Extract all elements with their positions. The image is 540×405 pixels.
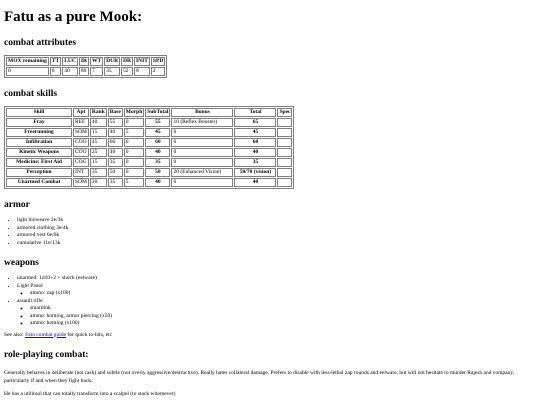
table-cell: 0 bbox=[124, 148, 145, 157]
see-also-line bbox=[4, 332, 536, 340]
list-item: ◦ ammo: zap (x100) bbox=[30, 290, 536, 298]
table-cell: 55 bbox=[108, 118, 123, 127]
table-cell: 10 (Reflex Booster) bbox=[171, 118, 233, 127]
header-cell: Skill bbox=[6, 108, 72, 117]
header-cell: Morph bbox=[125, 109, 143, 115]
header-cell: Total bbox=[234, 108, 276, 117]
table-cell: 15 bbox=[90, 128, 107, 137]
list-item bbox=[17, 283, 536, 298]
table-cell: INT bbox=[73, 168, 89, 177]
header-cell: INIT bbox=[136, 58, 148, 64]
table-cell: 45 bbox=[90, 138, 107, 147]
value-cell: 8 bbox=[50, 67, 61, 76]
table-cell: 60 bbox=[234, 138, 276, 147]
table-cell: 45 bbox=[145, 128, 170, 137]
table-cell: 0 bbox=[124, 158, 145, 167]
skills-header-row bbox=[6, 108, 292, 117]
weapon-label: Light Pistol bbox=[17, 282, 43, 289]
value-cell: 40 bbox=[62, 67, 78, 76]
header-cell: WT bbox=[91, 58, 102, 64]
table-row bbox=[6, 168, 292, 177]
weapon-label: unarmed: 1d10+2 + shock (eelware) bbox=[17, 275, 97, 281]
table-row bbox=[6, 178, 292, 187]
table-cell: 65 bbox=[234, 118, 276, 127]
table-cell: COO bbox=[73, 138, 89, 147]
table-cell: 40 bbox=[90, 118, 107, 127]
header-cell: DUR bbox=[106, 58, 119, 64]
table-cell: 0 bbox=[171, 148, 233, 157]
table-cell bbox=[277, 118, 292, 127]
header-cell: IR bbox=[80, 58, 87, 64]
table-cell: 40 bbox=[145, 178, 170, 187]
armor-heading: armor bbox=[4, 200, 30, 210]
table-cell: 20 (Enhanced Vision) bbox=[171, 168, 233, 177]
table-cell: 50/70 (vision) bbox=[234, 168, 276, 177]
header-cell: LUC bbox=[64, 58, 76, 64]
combat-guide-link[interactable]: Fatu combat guide bbox=[25, 331, 67, 338]
armor-list bbox=[4, 217, 536, 247]
weapons-section bbox=[4, 257, 536, 328]
combat-skills-section bbox=[4, 88, 536, 189]
table-cell: 40 bbox=[234, 148, 276, 157]
table-cell: Kinetic Weapons bbox=[6, 148, 72, 157]
table-row bbox=[6, 138, 292, 147]
table-cell: 0 bbox=[171, 178, 233, 187]
table-cell: 40 bbox=[108, 148, 123, 157]
table-cell bbox=[277, 158, 292, 167]
table-cell: 55 bbox=[145, 118, 170, 127]
table-cell: 60 bbox=[108, 138, 123, 147]
list-item: • armored clothing 3e/4k bbox=[17, 225, 536, 233]
value-cell: 2 bbox=[151, 67, 165, 76]
table-cell: 35 bbox=[145, 158, 170, 167]
weapon-label: assault rifle bbox=[17, 297, 43, 304]
roleplaying-paragraph: He has a utilitool that can totally transform into a scalpel (to stack whomever) bbox=[4, 391, 176, 397]
table-cell: 20 bbox=[90, 178, 107, 187]
list-item: • cumulative 11e/13k bbox=[17, 240, 536, 248]
header-cell: DR bbox=[123, 58, 131, 64]
table-cell: Fray bbox=[6, 118, 72, 127]
table-cell: 0 bbox=[171, 158, 233, 167]
attributes-value-row bbox=[6, 67, 165, 76]
attributes-header-row bbox=[6, 57, 165, 66]
sub-list bbox=[17, 305, 536, 328]
table-cell: 40 bbox=[108, 128, 123, 137]
skills-body bbox=[6, 118, 292, 187]
value-cell: 35 bbox=[104, 67, 120, 76]
table-cell: 35 bbox=[234, 158, 276, 167]
table-cell: Medicine: First Aid bbox=[6, 158, 72, 167]
table-cell: 0 bbox=[171, 138, 233, 147]
table-cell: Unarmed Combat bbox=[6, 178, 72, 187]
table-cell: 40 bbox=[234, 178, 276, 187]
see-also-suffix: for quick to-hits, etc bbox=[67, 331, 113, 338]
combat-skills-table bbox=[4, 106, 294, 189]
table-cell: SOM bbox=[75, 179, 87, 185]
table-cell: Perception bbox=[6, 168, 72, 177]
table-cell bbox=[277, 178, 292, 187]
table-cell: COG bbox=[73, 158, 89, 167]
table-cell: 50 bbox=[145, 168, 170, 177]
roleplaying-heading: role-playing combat: bbox=[4, 350, 89, 360]
table-cell: 40 bbox=[145, 148, 170, 157]
header-cell: TT bbox=[51, 58, 60, 64]
value-cell: 80 bbox=[79, 67, 89, 76]
list-item: ◦ ammo: homing, armor piercing (x50) bbox=[30, 313, 536, 321]
table-cell bbox=[277, 138, 292, 147]
header-cell: Base bbox=[109, 109, 121, 115]
value-cell: 0 bbox=[6, 67, 49, 76]
table-cell: 45 bbox=[234, 128, 276, 137]
combat-attributes-table bbox=[4, 55, 167, 78]
header-cell: SubTotal bbox=[147, 109, 169, 115]
table-cell: 60 bbox=[145, 138, 170, 147]
table-cell: Infiltration bbox=[6, 138, 72, 147]
armor-section bbox=[4, 199, 536, 247]
table-cell: Freerunning bbox=[6, 128, 72, 137]
table-cell: 0 bbox=[124, 138, 145, 147]
header-cell: MOX remaining bbox=[8, 58, 47, 64]
list-item: • light bioweave 2e/3k bbox=[17, 217, 536, 225]
table-cell: 25 bbox=[90, 148, 107, 157]
table-cell: 35 bbox=[90, 168, 107, 177]
value-cell: 8 bbox=[134, 67, 150, 76]
list-item: ◦ ammo: homing (x100) bbox=[30, 320, 536, 328]
table-row bbox=[6, 158, 292, 167]
list-item: • armored vest 6e/6k bbox=[17, 232, 536, 240]
header-cell: SPD bbox=[152, 58, 164, 64]
sub-list bbox=[17, 290, 536, 298]
list-item bbox=[17, 298, 536, 328]
table-row bbox=[6, 118, 292, 127]
header-cell: Bonus bbox=[171, 108, 233, 117]
table-cell: COO bbox=[73, 148, 89, 157]
weapons-heading: weapons bbox=[4, 258, 39, 268]
table-cell: 0 bbox=[124, 168, 145, 177]
roleplaying-section bbox=[4, 349, 536, 399]
table-cell: 5 bbox=[124, 128, 145, 137]
header-cell: Apt bbox=[73, 108, 89, 117]
table-cell: 15 bbox=[90, 158, 107, 167]
table-cell: 35 bbox=[108, 158, 123, 167]
table-cell: 0 bbox=[124, 118, 145, 127]
value-cell: 7 bbox=[90, 67, 103, 76]
header-cell: Spec bbox=[279, 109, 291, 115]
combat-attributes-heading: combat attributes bbox=[4, 38, 77, 48]
combat-attributes-section bbox=[4, 37, 536, 78]
table-cell: REF bbox=[73, 118, 89, 127]
value-cell: 52 bbox=[121, 67, 133, 76]
table-cell: 0 bbox=[171, 128, 233, 137]
table-cell: 5 bbox=[124, 178, 145, 187]
weapons-list bbox=[4, 275, 536, 328]
table-cell bbox=[277, 148, 292, 157]
page-title: Fatu as a pure Mook: bbox=[4, 9, 143, 25]
header-cell: Rank bbox=[91, 109, 105, 115]
list-item: ◦ smartlink bbox=[30, 305, 536, 313]
combat-skills-heading: combat skills bbox=[4, 89, 58, 99]
table-cell: 50 bbox=[108, 168, 123, 177]
table-cell bbox=[277, 168, 292, 177]
roleplaying-paragraph: Generally behaves in deliberate (not rash) and subtle (not overly aggressive/destructive). Really hates collateral damage. Prefers to disable with less-lethal zap rounds and eelware, but will not hesitate to murder Rajesh and company, particularly if and when they fight back. bbox=[4, 370, 515, 384]
table-cell bbox=[277, 128, 292, 137]
see-also-prefix: See also: bbox=[4, 331, 24, 338]
table-row bbox=[6, 148, 292, 157]
table-cell: 35 bbox=[108, 178, 123, 187]
table-row bbox=[6, 128, 292, 137]
table-cell: SOM bbox=[75, 129, 87, 135]
list-item bbox=[17, 275, 536, 283]
